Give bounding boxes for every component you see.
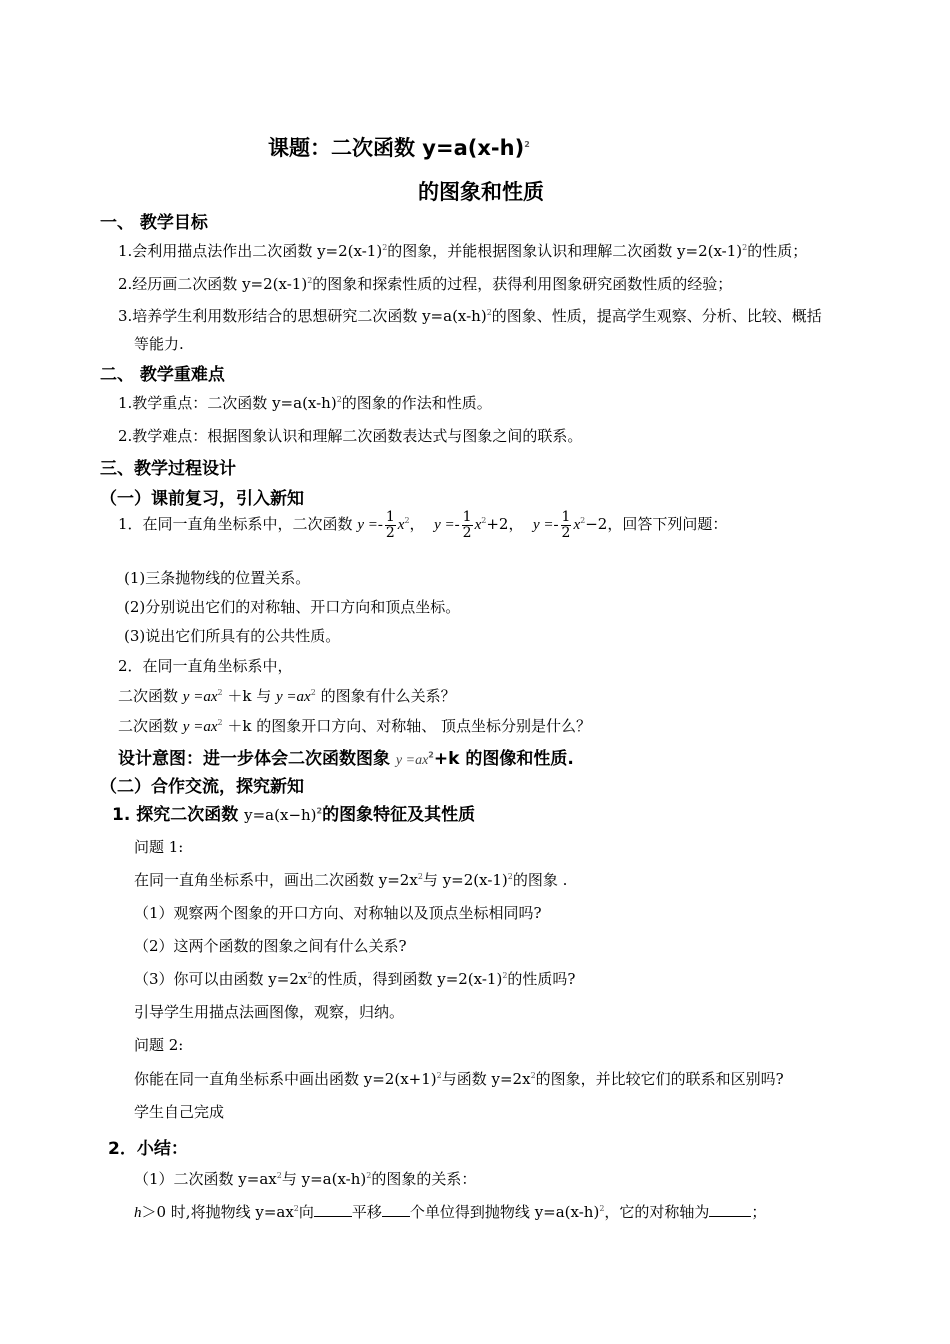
keypoint-item-1: 1.教学重点：二次函数 $y=a(x-h)^2$的图象的作法和性质。 <box>118 394 492 412</box>
review-sub-1: (1)三条抛物线的位置关系。 <box>124 569 311 587</box>
review-sub-3: (3)说出它们所具有的公共性质。 <box>124 627 341 645</box>
part2-heading: （二）合作交流，探究新知 <box>100 777 304 797</box>
review-question-2-line1: 二次函数 $y =ax^2 +k$ 与 $y =ax^2$ 的图象有什么关系？ <box>118 687 456 705</box>
objective-item-2: 2.经历画二次函数 $y=2(x-1)^2$的图象和探索性质的过程，获得利用图象研究函数性质的经验； <box>118 275 733 293</box>
page-title-line1: 课题：二次函数 $y=a(x-h)^2$ <box>268 136 530 160</box>
section3-heading: 三、教学过程设计 <box>100 459 236 479</box>
objective-item-3-cont: 等能力. <box>134 335 184 353</box>
fraction-one-half: $\frac{1}{2}$ <box>385 509 395 541</box>
summary-item-2: h＞0 时,将抛物线 $y=ax^2$向 平移 个单位得到抛物线 $y=a(x-h)^2$，它的对称轴为 ； <box>134 1203 767 1221</box>
review-question-2-line2: 二次函数 $y =ax^2 +k$ 的图象开口方向、对称轴、 顶点坐标分别是什么？ <box>118 717 591 735</box>
keypoint-item-2: 2.教学难点：根据图象认识和理解二次函数表达式与图象之间的联系。 <box>118 427 583 445</box>
fill-blank[interactable] <box>709 1202 751 1217</box>
fill-blank[interactable] <box>382 1202 410 1217</box>
problem-1-label: 问题 1: <box>134 838 184 856</box>
problem-1-sub-3: （3）你可以由函数 $y=2x^2$的性质，得到函数 $y=2(x-1)^2$的性质吗? <box>134 970 576 988</box>
design-intent: 设计意图：进一步体会二次函数图象 $y =ax^2+k$ 的图像和性质. <box>118 749 574 769</box>
objective-item-3: 3.培养学生利用数形结合的思想研究二次函数 $y=a(x-h)^2$的图象、性质，提高学生观察、分析、比较、概括 <box>118 307 822 325</box>
fraction-one-half: $\frac{1}{2}$ <box>462 509 472 541</box>
objective-item-1: 1.会利用描点法作出二次函数 $y=2(x-1)^2$的图象，并能根据图象认识和理解二次函数 $y=2(x-1)^2$的性质； <box>118 242 808 260</box>
self-complete-text: 学生自己完成 <box>134 1103 225 1121</box>
review-sub-2: (2)分别说出它们的对称轴、开口方向和顶点坐标。 <box>124 598 461 616</box>
problem-2-text: 你能在同一直角坐标系中画出函数 $y=2(x+1)^2$与函数 $y=2x^2$的图象，并比较它们的联系和区别吗? <box>134 1070 784 1088</box>
fill-blank[interactable] <box>314 1202 352 1217</box>
explore-item-1: 1. 探究二次函数 $y=a(x-h)^2$的图象特征及其性质 <box>112 805 476 825</box>
review-question-2: 2．在同一直角坐标系中， <box>118 657 293 675</box>
summary-heading: 2．小结： <box>108 1139 188 1159</box>
problem-2-label: 问题 2: <box>134 1036 184 1054</box>
part1-heading: （一）课前复习，引入新知 <box>100 489 304 509</box>
section1-heading: 一、 教学目标 <box>100 213 208 233</box>
problem-1-text: 在同一直角坐标系中，画出二次函数 $y=2x^2$与 $y=2(x-1)^2$的图象 . <box>134 871 568 889</box>
fraction-one-half: $\frac{1}{2}$ <box>561 509 571 541</box>
guide-text: 引导学生用描点法画图像，观察，归纳。 <box>134 1003 405 1021</box>
summary-item-1: （1）二次函数 $y=ax^2$与 $y=a(x-h)^2$的图象的关系： <box>134 1170 477 1188</box>
page-title-line2: 的图象和性质 <box>418 180 544 204</box>
problem-1-sub-1: （1）观察两个图象的开口方向、对称轴以及顶点坐标相同吗? <box>134 904 542 922</box>
problem-1-sub-2: （2）这两个函数的图象之间有什么关系? <box>134 937 407 955</box>
section2-heading: 二、 教学重难点 <box>100 365 225 385</box>
review-question-1: 1．在同一直角坐标系中，二次函数 y =- $\frac{1}{2}$ $x^2$， y =- $\frac{1}{2}$ $x^2+2$， y =- $\frac{1}{2}$ $x^2-2$，回答下列问题： <box>118 509 728 541</box>
